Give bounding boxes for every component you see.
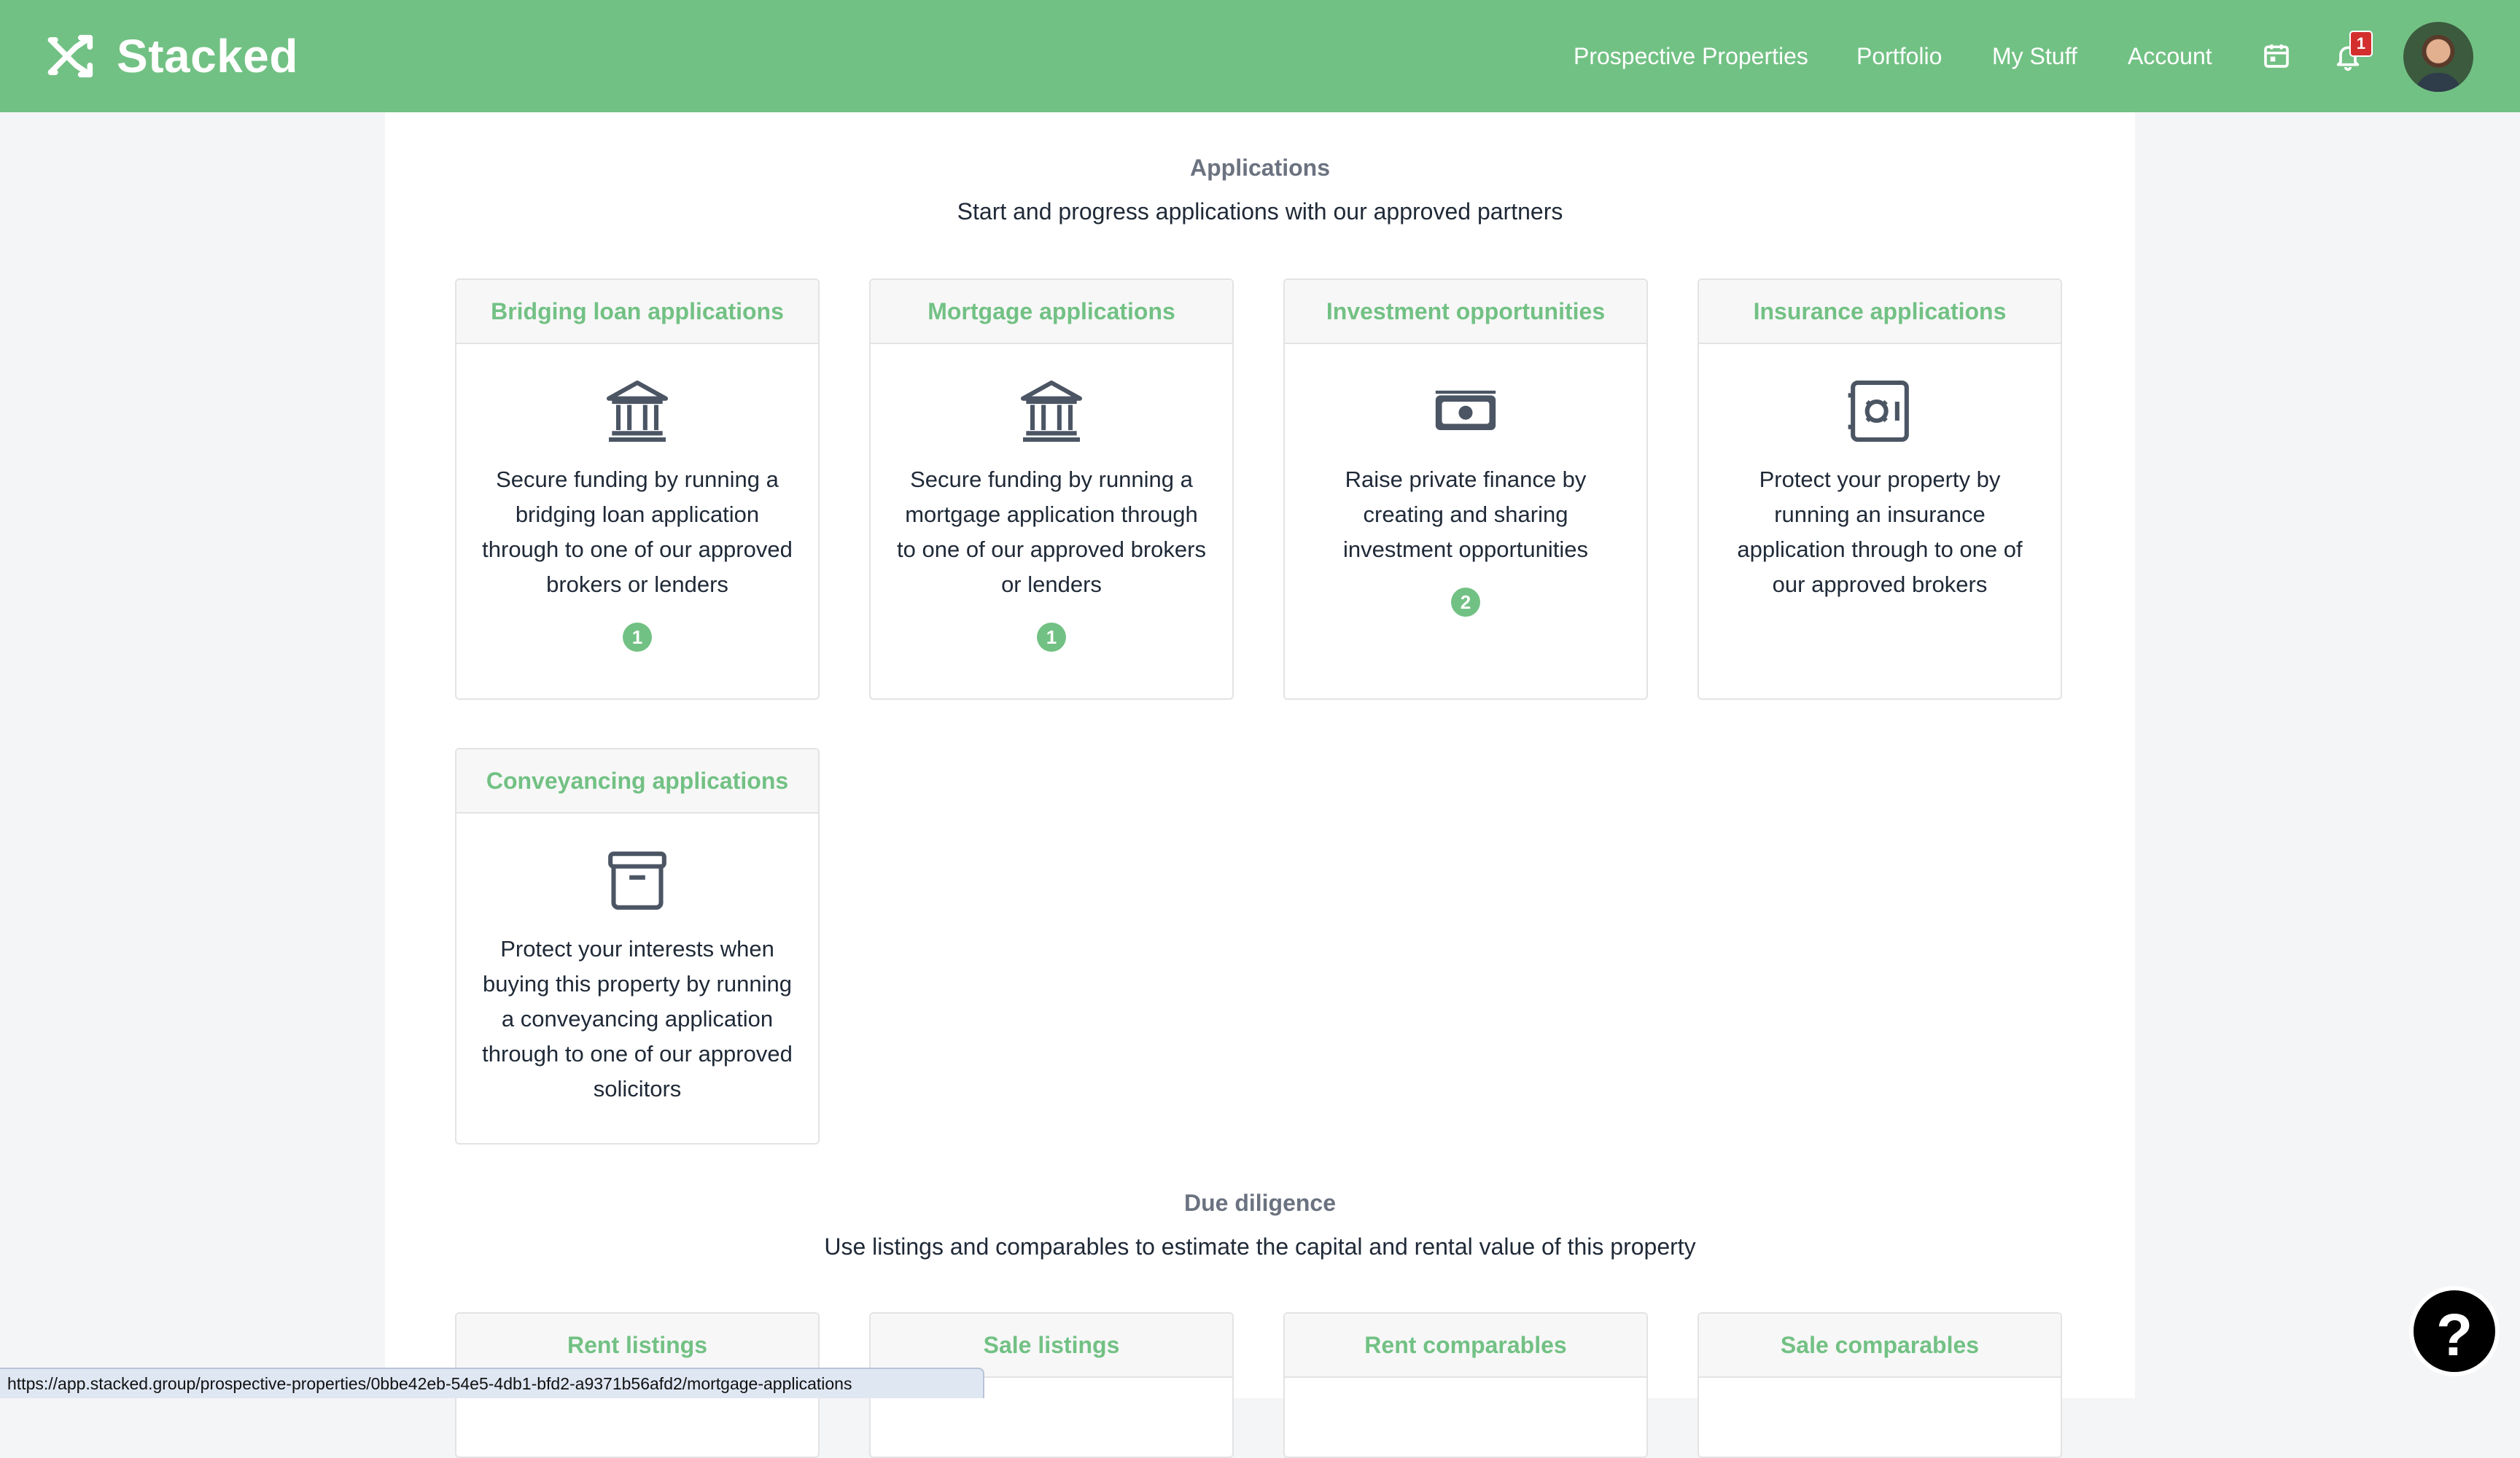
- card-description: Secure funding by running a bridging loan application through to one of our approved brokers or lenders: [482, 467, 793, 597]
- top-navbar: [0, 0, 2520, 112]
- card-description: Raise private finance by creating and sharing investment opportunities: [1342, 467, 1589, 562]
- card-description: Protect your property by running an insurance application through to one of our approved brokers: [1737, 467, 2023, 597]
- card-title: Rent comparables: [1285, 1314, 1646, 1378]
- nav-my-stuff[interactable]: My Stuff: [1992, 43, 2077, 69]
- card-title: Bridging loan applications: [456, 280, 818, 344]
- nav-prospective-properties[interactable]: Prospective Properties: [1574, 43, 1808, 69]
- status-bar-url: https://app.stacked.group/prospective-properties/0bbe42eb-54e5-4db1-bfd2-a9371b56afd2/mortgage-applications: [0, 1368, 984, 1398]
- safe-icon: [1842, 373, 1918, 449]
- nav-account[interactable]: Account: [2128, 43, 2212, 69]
- card-description: Secure funding by running a mortgage application through to one of our approved brokers or lenders: [897, 467, 1206, 597]
- card-investment-opportunities[interactable]: [1283, 278, 1648, 700]
- notification-badge: 1: [2349, 31, 2373, 57]
- calendar-icon[interactable]: [2262, 41, 2291, 70]
- brand-name: Stacked: [117, 30, 298, 82]
- archive-box-icon: [599, 843, 675, 919]
- count-badge: 2: [1451, 588, 1480, 617]
- card-title: Sale comparables: [1699, 1314, 2061, 1378]
- card-title: Insurance applications: [1699, 280, 2061, 344]
- count-badge: 1: [1037, 623, 1066, 652]
- count-badge: 1: [623, 623, 652, 652]
- bank-icon: [599, 373, 675, 449]
- card-title: Investment opportunities: [1285, 280, 1646, 344]
- applications-title: Applications: [1189, 155, 1330, 181]
- banknote-icon: [1428, 373, 1504, 449]
- due-diligence-title: Due diligence: [1183, 1190, 1337, 1216]
- card-title: Mortgage applications: [871, 280, 1232, 344]
- card-title: Conveyancing applications: [456, 749, 818, 814]
- help-button[interactable]: ?: [2409, 1286, 2500, 1376]
- card-title: Rent listings: [456, 1314, 818, 1378]
- bank-icon: [1014, 373, 1089, 449]
- user-avatar[interactable]: [2403, 22, 2473, 92]
- card-conveyancing-applications[interactable]: [455, 748, 820, 1145]
- shuffle-icon: [44, 28, 99, 84]
- brand-logo[interactable]: [44, 26, 298, 86]
- card-bridging-loan-applications[interactable]: [455, 278, 820, 700]
- card-description: Protect your interests when buying this property by running a conveyancing application through to one of our approved solicitors: [482, 936, 793, 1102]
- card-insurance-applications[interactable]: [1698, 278, 2062, 700]
- card-rent-comparables[interactable]: [1283, 1312, 1648, 1458]
- due-diligence-subtitle: Use listings and comparables to estimate the capital and rental value of this property: [824, 1233, 1696, 1260]
- nav-portfolio[interactable]: Portfolio: [1856, 43, 1942, 69]
- applications-subtitle: Start and progress applications with our approved partners: [957, 198, 1563, 225]
- card-title: Sale listings: [871, 1314, 1232, 1378]
- card-sale-comparables[interactable]: [1698, 1312, 2062, 1458]
- card-mortgage-applications[interactable]: [869, 278, 1234, 700]
